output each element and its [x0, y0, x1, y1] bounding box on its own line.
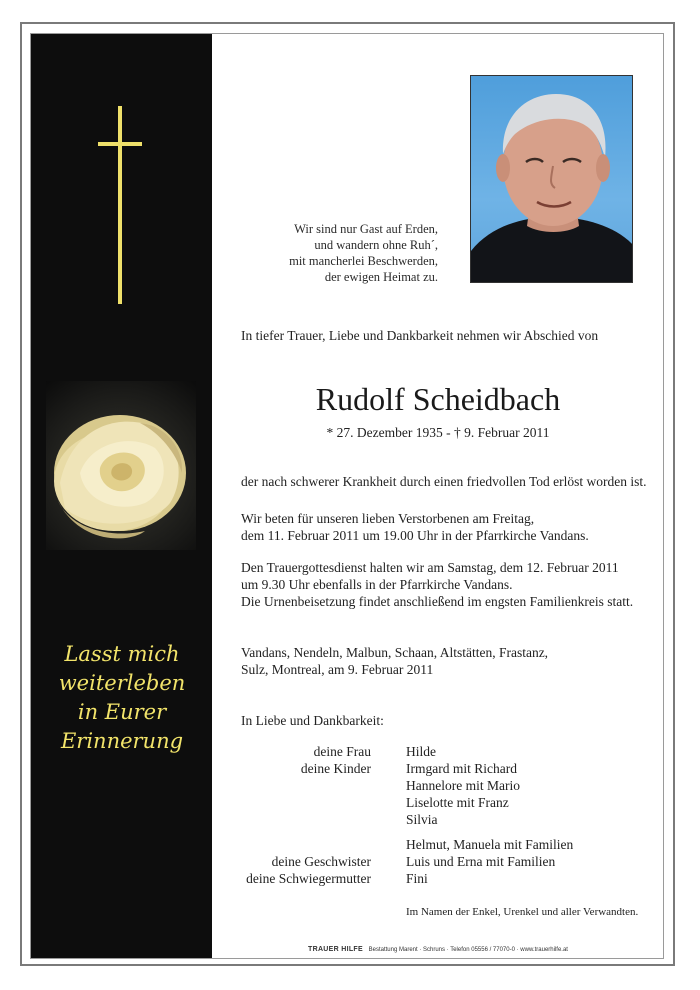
cross-icon — [118, 106, 122, 304]
intro-text: In tiefer Trauer, Liebe und Dankbarkeit nehmen wir Abschied von — [241, 328, 599, 343]
paragraph-prayer — [241, 510, 589, 544]
family-label-siblings: deine Geschwister — [271, 854, 371, 869]
side-quote-line: weiterleben — [58, 671, 186, 695]
family-child: Silvia — [406, 812, 438, 827]
deceased-name: Rudolf Scheidbach — [315, 381, 561, 417]
life-dates: * 27. Dezember 1935 - † 9. Februar 2011 — [326, 425, 550, 440]
footer-brand: TRAUER HILFE — [308, 946, 363, 953]
paragraph-line: dem 11. Februar 2011 um 19.00 Uhr in der Pfarrkirche Vandans. — [241, 528, 589, 543]
side-quote-line: in Eurer — [77, 700, 167, 724]
paragraph-line: um 9.30 Uhr ebenfalls in der Pfarrkirche Vandans. — [241, 577, 513, 592]
family-sibling: Luis und Erna mit Familien — [406, 854, 556, 869]
family-wife: Hilde — [406, 744, 436, 759]
family-label-wife: deine Frau — [313, 744, 371, 759]
family-mother-in-law: Fini — [406, 871, 428, 886]
family-sibling: Helmut, Manuela mit Familien — [406, 837, 574, 852]
poem — [289, 221, 438, 285]
family-child: Liselotte mit Franz — [406, 795, 509, 810]
family-child: Hannelore mit Mario — [406, 778, 520, 793]
thanks-heading: In Liebe und Dankbarkeit: — [241, 713, 384, 728]
side-quote-line: Erinnerung — [60, 729, 184, 753]
paragraph-line: der nach schwerer Krankheit durch einen friedvollen Tod erlöst worden ist. — [241, 474, 647, 489]
poem-line: der ewigen Heimat zu. — [324, 270, 438, 284]
family-label-mother-in-law: deine Schwiegermutter — [246, 871, 371, 886]
closing-note: Im Namen der Enkel, Urenkel und aller Verwandten. — [406, 906, 639, 918]
poem-line: und wandern ohne Ruh´, — [314, 238, 438, 252]
paragraph-line: Vandans, Nendeln, Malbun, Schaan, Altstätten, Frastanz, — [241, 645, 549, 660]
paragraph-line: Wir beten für unseren lieben Verstorbenen am Freitag, — [241, 511, 535, 526]
paragraph-death — [241, 473, 647, 490]
side-quote — [40, 640, 204, 756]
paragraph-service — [241, 559, 633, 610]
side-quote-line: Lasst mich — [64, 642, 180, 666]
family-child: Irmgard mit Richard — [406, 761, 517, 776]
footer — [212, 946, 664, 953]
cross-icon-bar — [98, 142, 142, 146]
paragraph-line: Sulz, Montreal, am 9. Februar 2011 — [241, 662, 434, 677]
footer-text: Bestattung Marent · Schruns · Telefon 05556 / 77070-0 · www.trauerhilfe.at — [368, 947, 568, 953]
portrait-photo — [470, 75, 633, 283]
paragraph-line: Die Urnenbeisetzung findet anschließend im engsten Familienkreis statt. — [241, 594, 634, 609]
family-label-children: deine Kinder — [300, 761, 371, 776]
rose-image — [46, 381, 196, 550]
paragraph-line: Den Trauergottesdienst halten wir am Samstag, dem 12. Februar 2011 — [241, 560, 619, 575]
poem-line: mit mancherlei Beschwerden, — [289, 254, 438, 268]
poem-line: Wir sind nur Gast auf Erden, — [294, 222, 438, 236]
paragraph-places — [241, 644, 548, 678]
